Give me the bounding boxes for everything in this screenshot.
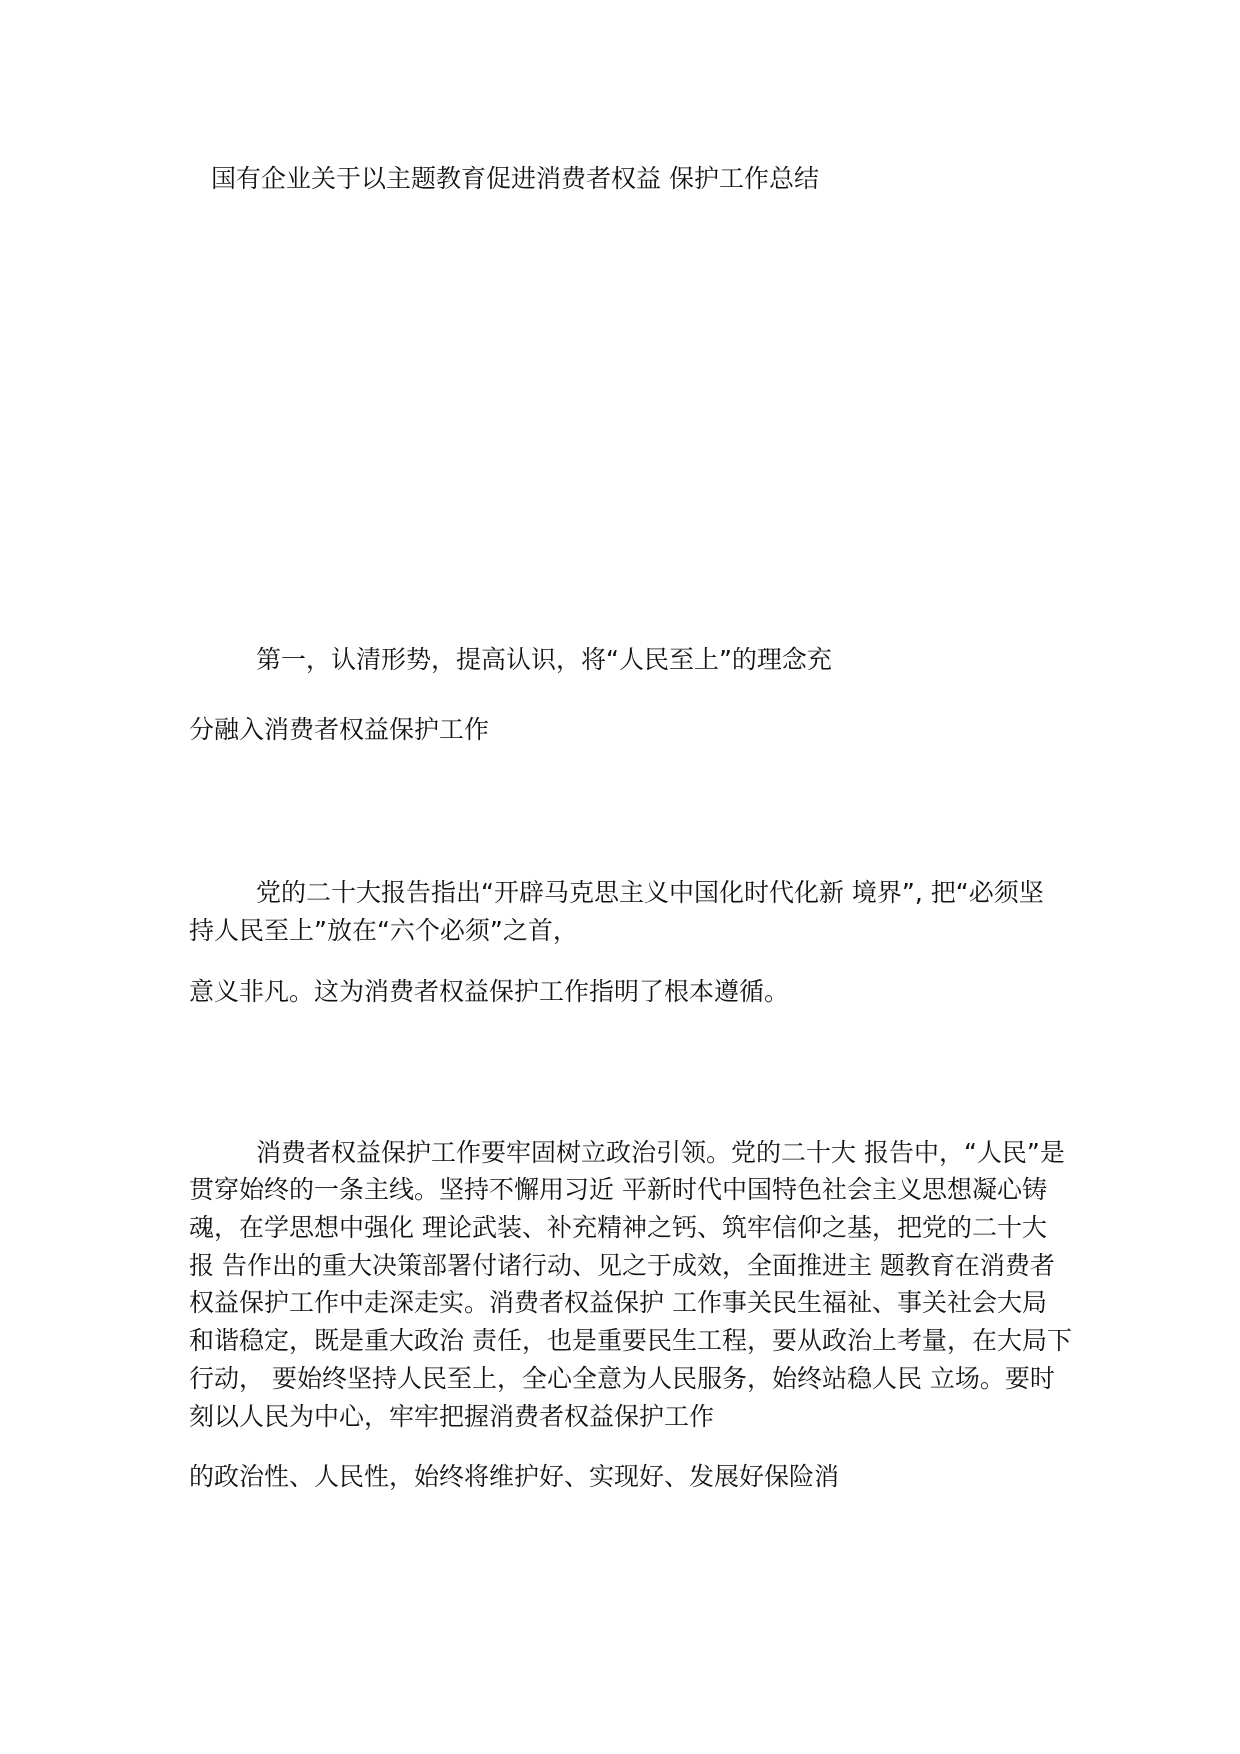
- paragraph-line: 权益保护工作中走深走实。消费者权益保护 工作事关民生福祉、事关社会大局: [189, 1288, 1047, 1317]
- paragraph-line: 刻以人民为中心，牢牢把握消费者权益保护工作: [189, 1402, 715, 1431]
- section-heading-line: 第一，认清形势，提高认识，将“人民至上”的理念充: [256, 645, 832, 674]
- section-heading-line: 分融入消费者权益保护工作: [189, 715, 490, 744]
- paragraph-line: 党的二十大报告指出“开辟马克思主义中国化时代化新 境界”, 把“必须坚: [256, 878, 1044, 907]
- paragraph-line: 魂，在学思想中强化 理论武装、补充精神之钙、筑牢信仰之基，把党的二十大: [189, 1213, 1047, 1242]
- paragraph-line: 消费者权益保护工作要牢固树立政治引领。党的二十大 报告中，“人民”是: [256, 1138, 1065, 1167]
- paragraph-line: 的政治性、人民性，始终将维护好、实现好、发展好保险消: [189, 1462, 840, 1491]
- paragraph-line: 贯穿始终的一条主线。坚持不懈用习近 平新时代中国特色社会主义思想凝心铸: [189, 1175, 1047, 1204]
- paragraph-line: 和谐稳定，既是重大政治 责任，也是重要民生工程，要从政治上考量，在大局下: [189, 1326, 1072, 1355]
- paragraph-line: 报 告作出的重大决策部署付诸行动、见之于成效，全面推进主 题教育在消费者: [189, 1251, 1055, 1280]
- paragraph-line: 持人民至上”放在“六个必须”之首，: [189, 916, 578, 945]
- paragraph-line: 意义非凡。这为消费者权益保护工作指明了根本遵循。: [189, 977, 790, 1006]
- paragraph-line: 行动， 要始终坚持人民至上，全心全意为人民服务，始终站稳人民 立场。要时: [189, 1364, 1055, 1393]
- document-title: 国有企业关于以主题教育促进消费者权益 保护工作总结: [211, 164, 819, 193]
